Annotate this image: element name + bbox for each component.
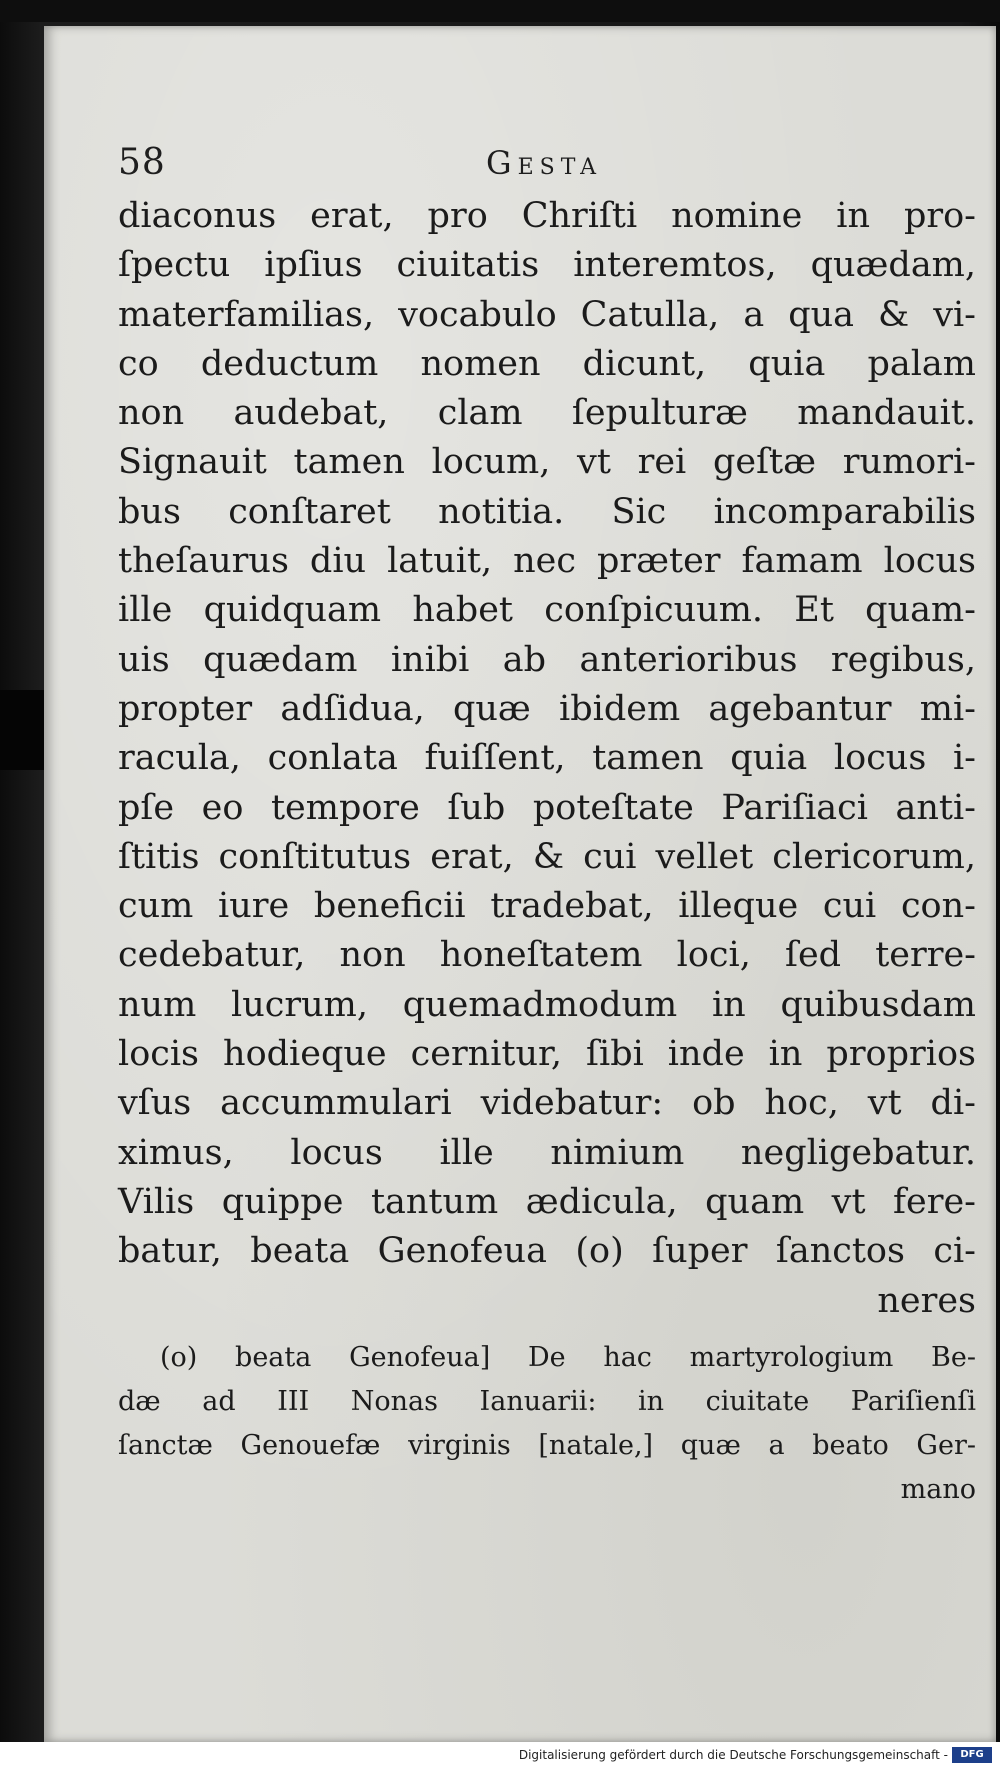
footnote-line: (o) beata Genofeua] De hac martyrologium Be-: [160, 1342, 976, 1373]
digitization-credit-bar: [0, 1742, 1000, 1768]
text-line: propter adſidua, quæ ibidem agebantur mi-: [118, 688, 976, 729]
text-line: theſaurus diu latuit, nec præter famam locus: [118, 541, 976, 582]
text-line: cum iure beneficii tradebat, illeque cui con-: [118, 886, 976, 927]
catchword: neres: [877, 1280, 976, 1321]
page-header: [118, 142, 978, 192]
footnote-line: dæ ad III Nonas Ianuarii: in ciuitate Pariſienſi: [118, 1386, 976, 1417]
footnote-catchword: mano: [900, 1474, 976, 1505]
text-line: pſe eo tempore ſub poteſtate Pariſiaci anti-: [118, 787, 976, 828]
text-line: locis hodieque cernitur, ſibi inde in proprios: [118, 1034, 976, 1075]
credit-text: Digitalisierung gefördert durch die Deutsche Forschungsgemeinschaft -: [518, 1748, 948, 1762]
scanner-left-shadow: [0, 690, 44, 770]
text-line: materfamilias, vocabulo Catulla, a qua & vi-: [118, 294, 976, 335]
text-line: ille quidquam habet conſpicuum. Et quam-: [118, 590, 976, 631]
text-line: vſus accummulari videbatur: ob hoc, vt di-: [118, 1083, 976, 1124]
text-line: Vilis quippe tantum ædicula, quam vt fere-: [118, 1181, 976, 1222]
main-text-block: [118, 192, 976, 1326]
scanner-top-edge: [0, 0, 1000, 22]
running-head: Gesta: [486, 144, 603, 182]
text-line: cedebatur, non honeſtatem loci, ſed terre-: [118, 935, 976, 976]
text-line: ſtitis conſtitutus erat, & cui vellet clericorum,: [118, 836, 976, 877]
footnote-line: ſanctæ Genouefæ virginis [natale,] quæ a beato Ger-: [118, 1430, 976, 1461]
text-line: non audebat, clam ſepulturæ mandauit.: [118, 393, 976, 434]
text-line: bus conſtaret notitia. Sic incomparabilis: [118, 491, 976, 532]
text-line: ſpectu ipſius ciuitatis interemtos, quædam,: [118, 245, 976, 286]
footnote-block: [118, 1336, 976, 1512]
text-line: ximus, locus ille nimium negligebatur.: [118, 1132, 976, 1173]
text-line: diaconus erat, pro Chriſti nomine in pro-: [118, 196, 976, 236]
page-number: 58: [118, 142, 166, 183]
text-line: racula, conlata fuiſſent, tamen quia locus i-: [118, 738, 976, 779]
text-line: uis quædam inibi ab anterioribus regibus,: [118, 639, 976, 680]
dfg-logo-icon: DFG: [952, 1747, 992, 1763]
text-line: num lucrum, quemadmodum in quibusdam: [118, 984, 976, 1025]
text-line: co deductum nomen dicunt, quia palam: [118, 343, 976, 384]
text-line: Signauit tamen locum, vt rei geſtæ rumori-: [118, 442, 976, 483]
text-line: batur, beata Genofeua (o) ſuper ſanctos ci-: [118, 1231, 976, 1272]
